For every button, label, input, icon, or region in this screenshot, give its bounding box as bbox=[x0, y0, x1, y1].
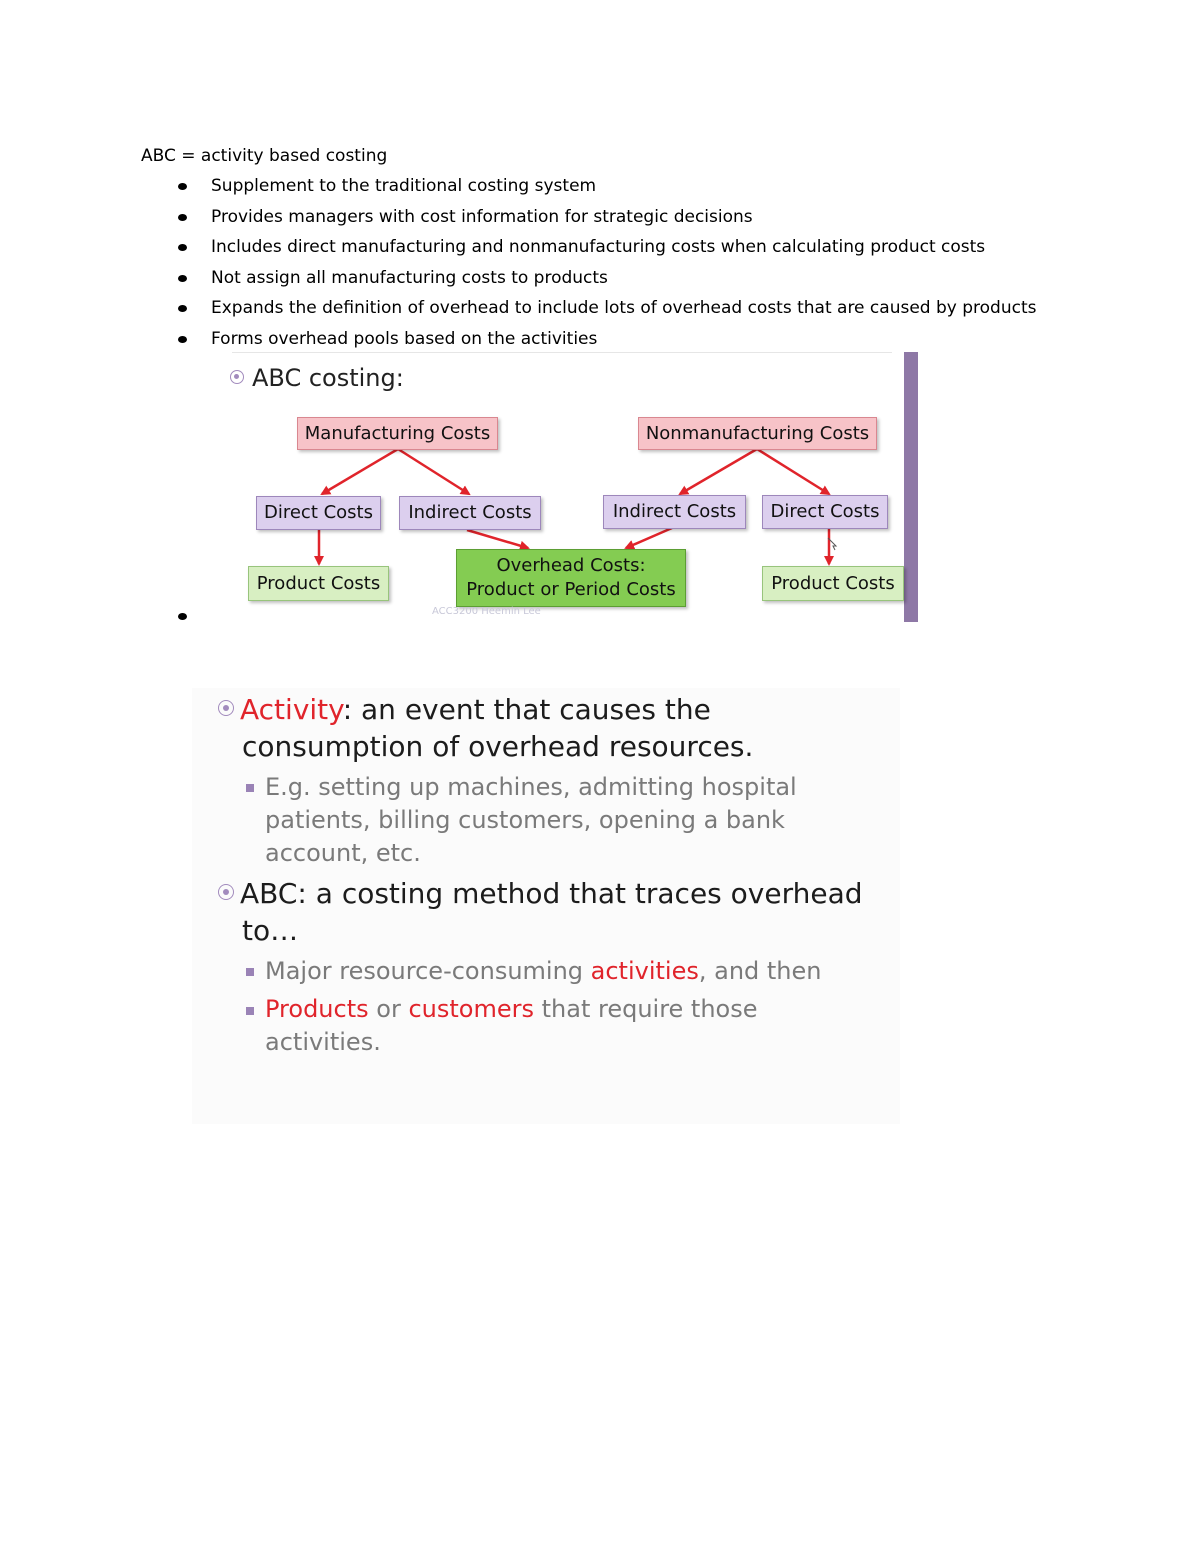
example-line-2: patients, billing customers, opening a bank bbox=[265, 806, 785, 834]
list-item bbox=[141, 296, 1101, 320]
notes-section bbox=[141, 144, 1101, 357]
activity-term: Activity bbox=[240, 693, 343, 726]
abc-item-1-pre: Major resource-consuming bbox=[265, 957, 591, 985]
abc-definition-line-1 bbox=[218, 876, 863, 912]
overhead-costs-box bbox=[456, 549, 686, 607]
direct-costs-box-left: Direct Costs bbox=[256, 496, 381, 530]
indirect-costs-box-left: Indirect Costs bbox=[399, 496, 541, 530]
slide-title-text: ABC costing: bbox=[252, 364, 404, 392]
abc-item-2-highlight-1: Products bbox=[265, 995, 369, 1023]
square-bullet-icon bbox=[246, 968, 254, 976]
abc-item-2 bbox=[265, 993, 758, 1026]
abc-item-2-post: that require those bbox=[533, 995, 758, 1023]
direct-costs-box-right: Direct Costs bbox=[762, 495, 888, 529]
product-costs-box-left: Product Costs bbox=[248, 566, 389, 601]
abc-costing-slide bbox=[212, 352, 918, 622]
arrow bbox=[322, 449, 398, 494]
indirect-costs-box-right: Indirect Costs bbox=[603, 495, 746, 529]
overhead-line-2: Product or Period Costs bbox=[466, 579, 676, 600]
abc-item-1 bbox=[265, 955, 822, 988]
activity-definition-line-1 bbox=[218, 692, 711, 728]
bullet-dot-icon bbox=[178, 275, 187, 282]
bullet-dot-icon bbox=[178, 244, 187, 251]
arrow bbox=[680, 449, 757, 494]
nonmanufacturing-costs-box: Nonmanufacturing Costs bbox=[638, 417, 877, 450]
example-line-3: account, etc. bbox=[265, 839, 421, 867]
bullet-text: Provides managers with cost information for strategic decisions bbox=[211, 206, 753, 227]
list-item bbox=[141, 174, 1101, 198]
bullet-dot-icon bbox=[178, 613, 187, 620]
arrow bbox=[467, 530, 528, 548]
square-bullet-icon bbox=[246, 784, 254, 792]
list-item bbox=[141, 205, 1101, 229]
bullet-text: Supplement to the traditional costing system bbox=[211, 176, 597, 196]
product-costs-box-right: Product Costs bbox=[762, 566, 904, 601]
manufacturing-costs-box: Manufacturing Costs bbox=[297, 417, 498, 450]
bullet-text: Expands the definition of overhead to include lots of overhead costs that are caused by products bbox=[211, 298, 1037, 318]
bullet-dot-icon bbox=[178, 305, 187, 312]
bullet-dot-icon bbox=[178, 336, 187, 343]
bullet-text: Forms overhead pools based on the activities bbox=[211, 328, 598, 349]
abc-item-2-highlight-2: customers bbox=[408, 995, 534, 1023]
abc-item-1-highlight: activities bbox=[590, 957, 699, 985]
list-item bbox=[141, 235, 1101, 259]
bullet-dot-icon bbox=[178, 183, 187, 190]
target-bullet-icon bbox=[218, 884, 234, 900]
arrow bbox=[398, 449, 469, 494]
notes-heading: ABC = activity based costing bbox=[141, 146, 388, 166]
overhead-line-1: Overhead Costs: bbox=[496, 555, 646, 576]
example-line-1: E.g. setting up machines, admitting hospital bbox=[265, 773, 797, 801]
abc-item-1-post: , and then bbox=[698, 957, 822, 985]
abc-definition-line-2: to… bbox=[242, 914, 299, 947]
arrow bbox=[626, 528, 672, 548]
list-item bbox=[141, 327, 1101, 351]
abc-item-2-mid: or bbox=[368, 995, 409, 1023]
list-item bbox=[141, 266, 1101, 290]
abc-item-2-line-2: activities. bbox=[265, 1028, 381, 1056]
arrow bbox=[757, 449, 829, 494]
bullet-dot-icon bbox=[178, 214, 187, 221]
square-bullet-icon bbox=[246, 1007, 254, 1015]
activity-definition-slide bbox=[192, 688, 900, 1124]
activity-definition-text: : an event that causes the bbox=[342, 693, 711, 726]
notes-bullet-list bbox=[141, 174, 1101, 351]
bullet-text: Includes direct manufacturing and nonmanufacturing costs when calculating product costs bbox=[211, 237, 986, 257]
slide-footer: ACC3200 Heemin Lee bbox=[432, 606, 541, 617]
bullet-text: Not assign all manufacturing costs to products bbox=[211, 267, 608, 288]
activity-definition-line-2: consumption of overhead resources. bbox=[242, 730, 754, 763]
abc-definition-text: ABC: a costing method that traces overhead bbox=[240, 877, 863, 910]
target-bullet-icon bbox=[218, 700, 234, 716]
